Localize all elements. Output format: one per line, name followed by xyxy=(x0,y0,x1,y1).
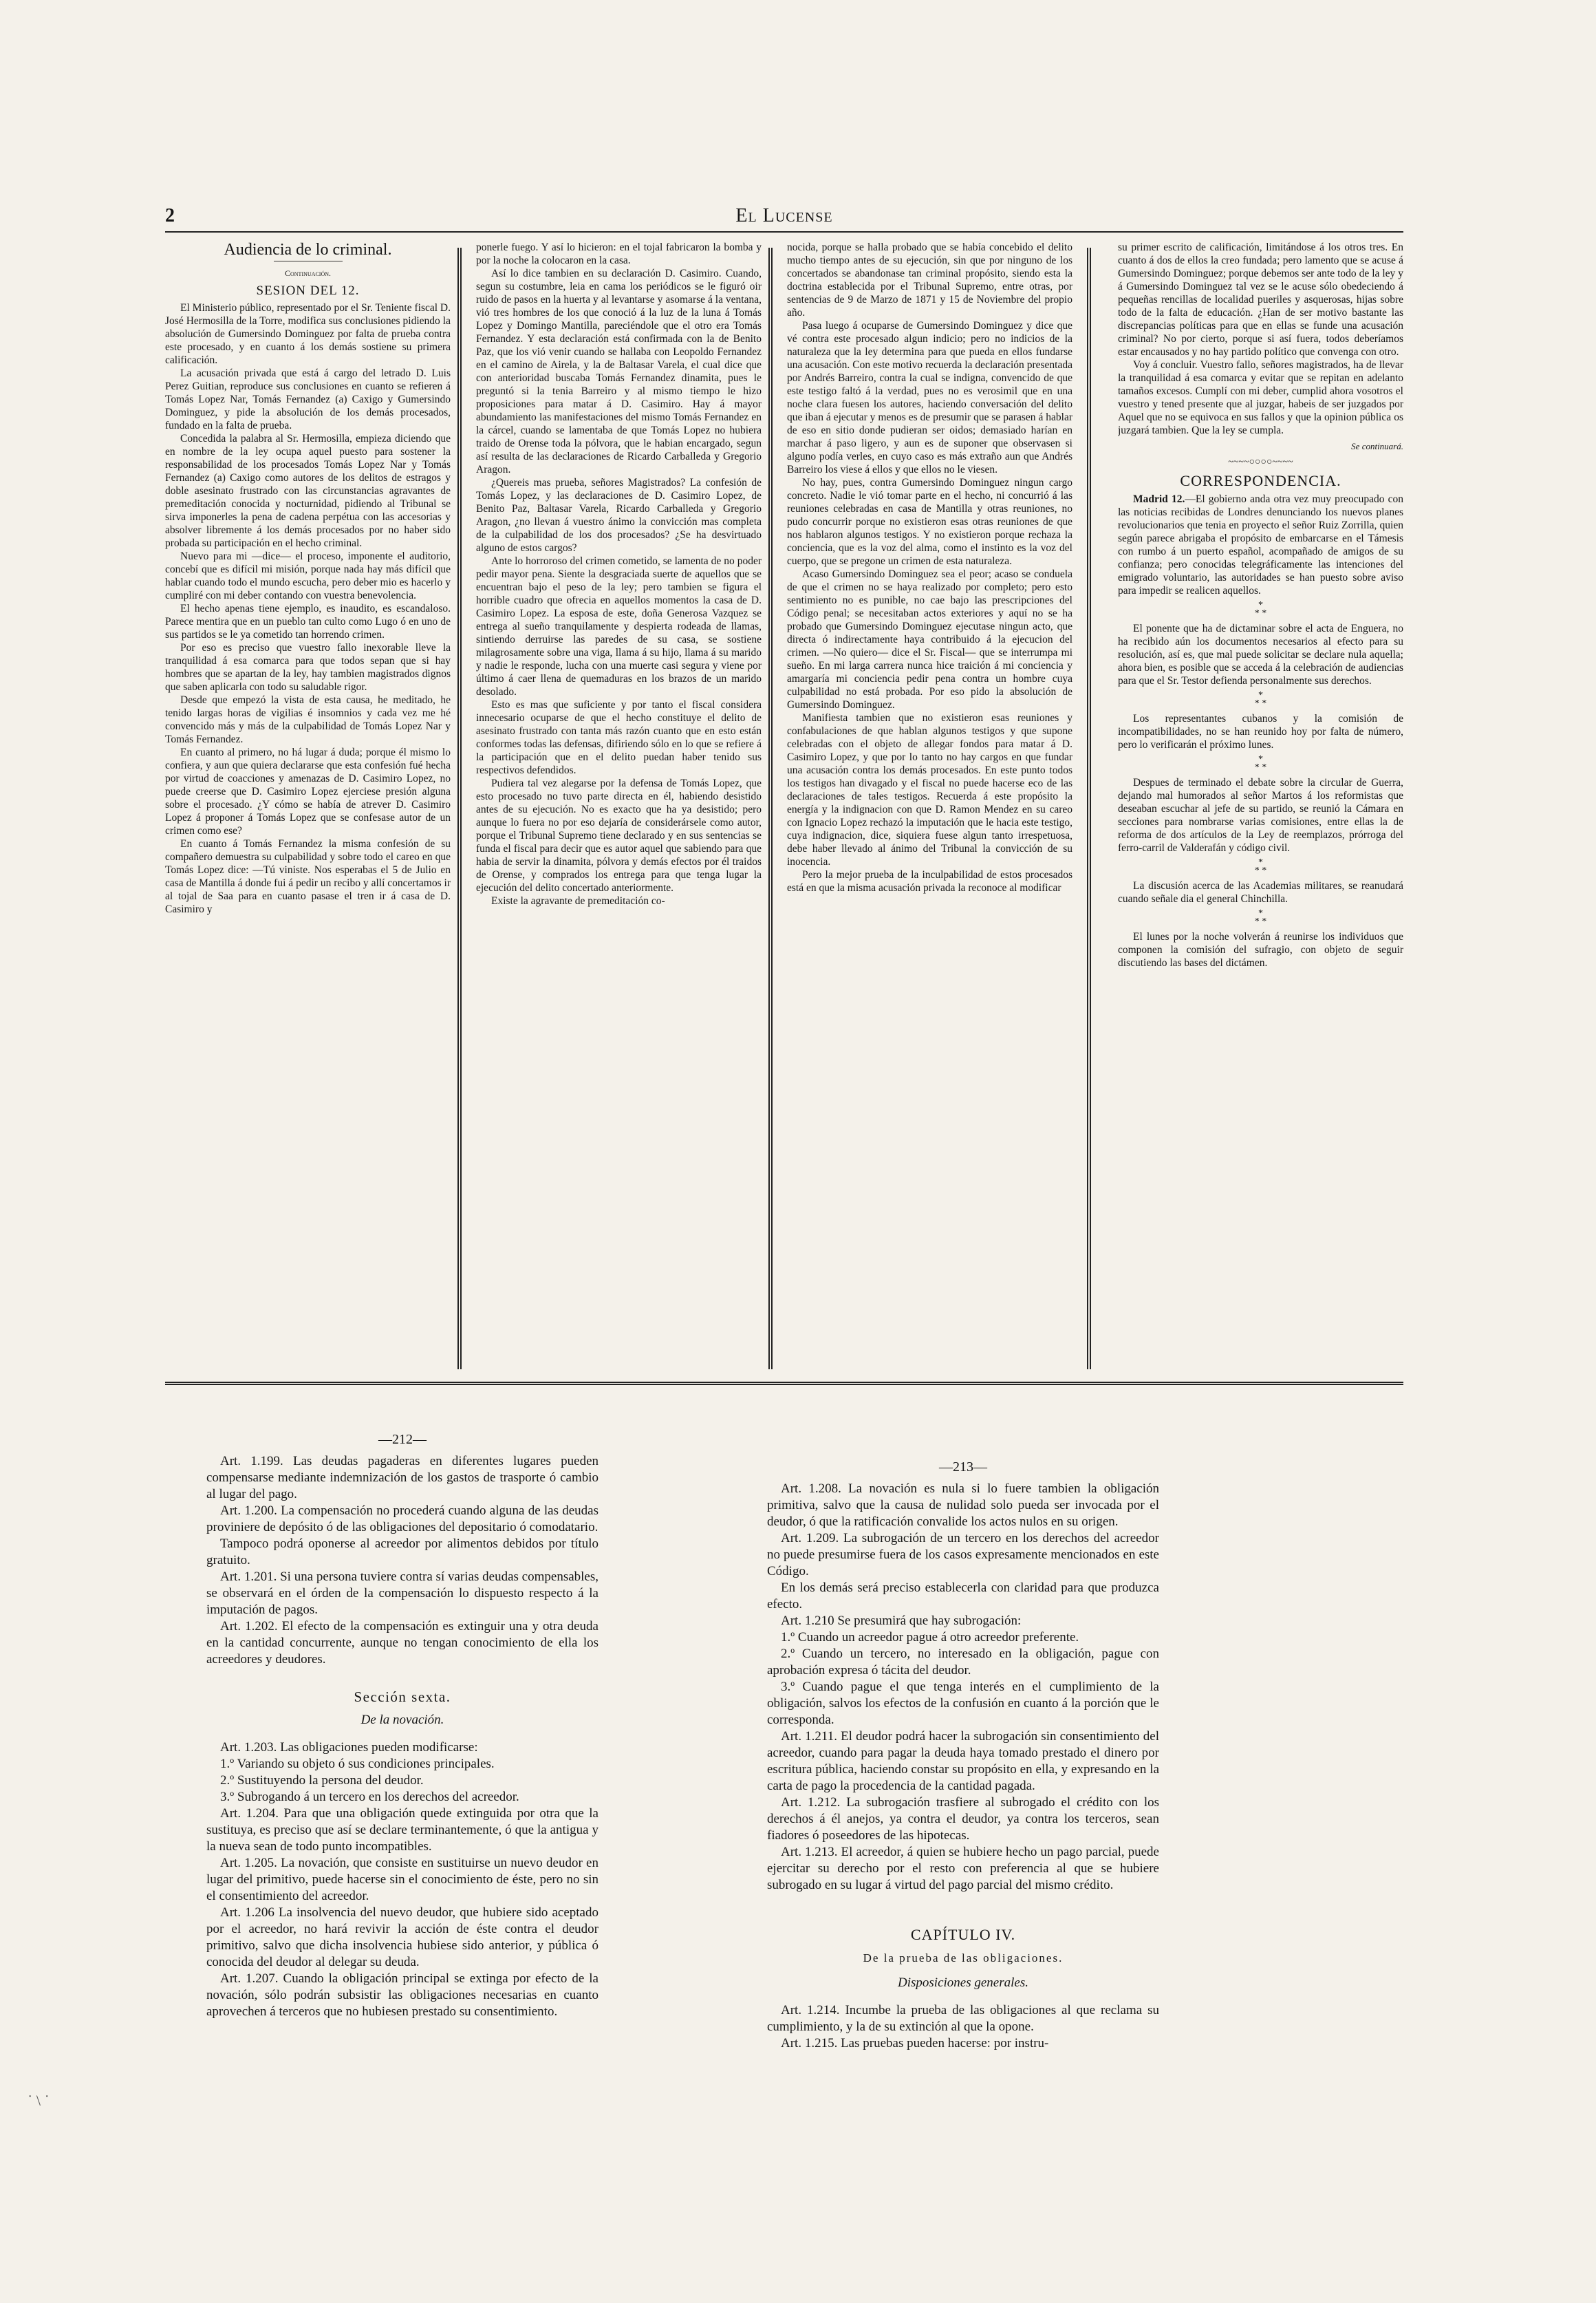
paragraph: Pero la mejor prueba de la inculpabilidad de estos procesados está en que la misma acusación privada la reconoce al modificar xyxy=(787,869,1072,894)
article: Art. 1.207. Cuando la obligación principal se extinga por efecto de la novación, sólo podrán subsistir las obligaciones necesarias en cuanto aprovechen á terceros que no hubiesen prestado su consentimiento. xyxy=(206,1971,598,2019)
paragraph: Desde que empezó la vista de esta causa, he meditado, he tenido largas horas de vigilias é insomnios y cada vez me hé convencido más y más de la culpabilidad de Tomás Lopez Nar y Tomás Fernandez. xyxy=(165,694,451,745)
paragraph: Pudiera tal vez alegarse por la defensa de Tomás Lopez, que esto procesado no tuvo parte directa en él, habiendo desistido antes de su ejecución. No es exacto que ha ya desistido; pero aunque lo fuera no por eso dejaría de considerársele como autor, porque el Tribunal Supremo tiene declarado y en sus sentencias se funda el fiscal para decir que es autor aquel que sabiendo para que habia de servir la dinamita, pólvora y demás efectos por él traidos de Orense, y comprados los entrega para que tenga lugar la ejecución del delito concertado anteriormente. xyxy=(476,778,762,894)
paragraph: El Ministerio público, representado por el Sr. Teniente fiscal D. José Hermosilla de la Torre, modifica sus conclusiones pidiendo la absolución de Gumersindo Dominguez por falta de prueba contra este procesado, y en cuanto á los demás sostiene su primera calificación. xyxy=(165,302,451,366)
paragraph xyxy=(1118,493,1403,597)
column-divider xyxy=(768,248,773,1369)
continuation-signature: Se continuará. xyxy=(1351,441,1403,451)
paragraph: Pasa luego á ocuparse de Gumersindo Dominguez y dice que vé contra este procesado algun indicio; pero no indicios de la naturaleza que la ley determina para que pueda en ellos fundarse una acusación. Con este motivo recuerda la declaración presentada por Andrés Barreiro, contra la cual se indigna, convencido de que este testigo faltó á la verdad, pues no es verosimil que en una noche clara fuesen los autores, haciendo conversación del delito que iban á ejecutar y menos es de presumir que se parasen á hablar de eso en sitio donde pudieran ser oidos; demasiado harían en marchar á paso ligero, y aun es de suponer que observasen si alguno podía verles, en cuyo caso es más extraño aun que Andrés Barreiro los viese á ellos y que ellos no le viesen. xyxy=(787,320,1072,475)
session-heading: SESION DEL 12. xyxy=(256,283,360,298)
column-divider xyxy=(457,248,462,1369)
paragraph: Acaso Gumersindo Dominguez sea el peor; acaso se conduela de que el crimen no se haya realizado por completo; pero esto sentimiento no es punible, no cae bajo las prescripciones del Código penal; se necesitaban actos exteriores y aquí no se ha probado que Gumersindo Dominguez ejecutase ningun acto, que directa ó indirectamente haya contribuido á la ejecucion del crimen. —No quiero— dice el Sr. Fiscal— que se interrumpa mi sueño. En mi larga carrera nunca hice traición á mi conciencia y amargaría mi conciencia pedir pena contra un hombre cuya culpabilidad no está probada. Por eso pido la absolución de Gumersindo Dominguez. xyxy=(787,568,1072,711)
article: Art. 1.210 Se presumirá que hay subrogación: xyxy=(781,1614,1022,1628)
correspondence-heading: CORRESPONDENCIA. xyxy=(1180,472,1341,489)
paragraph-text: —El gobierno anda otra vez muy preocupado con las noticias recibidas de Londres denunciando los nuevos planes revolucionarios que tenia en proyecto el señor Ruiz Zorrilla, quien según parece abrigaba el propósito de embarcarse en el Támesis con rumbo á un puerto español, acompañado de amigos de su confianza; pero conocidas telegráficamente las intenciones del emigrado voluntario, las autoridades se han puesto sobre aviso para impedir se realicen aquellos. xyxy=(1118,493,1403,597)
paragraph: Ante lo horroroso del crimen cometido, se lamenta de no poder pedir mayor pena. Siente la desgraciada suerte de aquellos que se encuentran bajo el peso de la ley; pero tambien se figura el horrible cuadro que ofrecia en aquellos momentos la casa de D. Casimiro Lopez. La esposa de este, doña Generosa Vazquez se entrega al sueño tranquilamente y despierta rodeada de llamas, sintiendo derruirse las paredes de su casa, se sostiene milagrosamente sobre una viga, llama á su hijo, llama á su marido y nadie le responde, lucha con una muerte casi segura y viene por último á caer llena de quemaduras en los brazos de un marido desolado. xyxy=(476,555,762,698)
paragraph: Voy á concluir. Vuestro fallo, señores magistrados, ha de llevar la tranquilidad á esa comarca y evitar que se repitan en adelanto tamaños excesos. Cumplí con mi deber, cumplid ahora vosotros el vuestro y tened presente que al juzgar, habeis de ser juzgados por Aquel que no se equivoca en sus fallos y que la opinion pública os juzgará tambien. Que la ley se cumpla. xyxy=(1118,359,1403,436)
asterism-icon: * * * xyxy=(1254,908,1267,927)
page-number: 2 xyxy=(165,205,175,226)
scan-mark: ˙ \ ˙ xyxy=(28,2092,50,2109)
paragraph: En cuanto al primero, no há lugar á duda; porque él mismo lo confiera, y aun que quiera declararse que esta confesión fué hecha por virtud de coacciones y amenazas de D. Casimiro Lopez, no puede creerse que D. Casimiro Lopez ejerciese presión alguna sobre el procesado. ¿Y cómo se había de atrever D. Casimiro Lopez á proponer á Tomás Lopez que se confesase autor de un crimen como ese? xyxy=(165,747,451,837)
paragraph: En cuanto á Tomás Fernandez la misma confesión de su compañero demuestra su culpabilidad y sobre todo el careo en que Tomás Lopez dice: —Tú viniste. Nos esperabas el 5 de Julio en casa de Mantilla á donde fui á pedir un recibo y allí concertamos ir al tojal de Saa para en cuanto pasase el tren ir á casa de D. Casimiro y xyxy=(165,838,451,915)
code-page-212 xyxy=(206,1431,598,2020)
article: Art. 1.213. El acreedor, á quien se hubiere hecho un pago parcial, puede ejercitar su derecho por el resto con preferencia al que se hubiere subrogado en su lugar á virtud del pago parcial del mismo crédito. xyxy=(767,1845,1159,1892)
article: Art. 1.202. El efecto de la compensación es extinguir una y otra deuda en la cantidad concurrente, aunque no tengan conocimiento de ella los acreedores y deudores. xyxy=(206,1619,598,1667)
footer-rule xyxy=(165,1382,1403,1385)
asterism-icon: * * * xyxy=(1254,754,1267,773)
article: Art. 1.204. Para que una obligación quede extinguida por otra que la sustituya, es preciso que así se declare terminantemente, ó que la antigua y la nueva sean de todo punto incompatibles. xyxy=(206,1806,598,1854)
article: Art. 1.214. Incumbe la prueba de las obligaciones al que reclama su cumplimiento, y la de su extinción al que la opone. xyxy=(767,2003,1159,2034)
article: Art. 1.206 La insolvencia del nuevo deudor, que hubiere sido aceptado por el acreedor, no hará revivir la acción de éste contra el deudor primitivo, salvo que dicha insolvencia hubiese sido anterior, y pública ó conocida del deudor al delegar su deuda. xyxy=(206,1905,598,1969)
paragraph: Manifiesta tambien que no existieron esas reuniones y confabulaciones de que hablan algunos testigos y que supone celebradas con el objeto de allegar fondos para matar á D. Casimiro Lopez, y que por lo tanto no hay cargos en que fundar una acusación contra los demás procesados. En este punto todos los testigos han divagado y el fiscal no puede hacerse eco de las declaraciones de tales testigos. Recuerda á este propósito la energía y la indignacion con que D. Ramon Mendez en su careo con Ignacio Lopez rechazó la imputación que le hacia este testigo, cuya indignacion, dice, siquiera fuese algun tanto irrespetuosa, debe haber llevado al ánimo del Tribunal la convicción de su inocencia. xyxy=(787,712,1072,868)
column-2 xyxy=(476,241,762,1369)
paragraph: ponerle fuego. Y así lo hicieron: en el tojal fabricaron la bomba y por la noche la colocaron en la casa. xyxy=(476,242,762,266)
paragraph: Despues de terminado el debate sobre la circular de Guerra, dejando mal humorados al señor Martos á los reformistas que deseaban escuchar al jefe de su partido, se reunió la Cámara en secciones para nombrarse varias comisiones, entre ellas la de reforma de dos artículos de la Ley de reemplazos, prórroga del ferro-carril de Valderafán y código civil. xyxy=(1118,777,1403,854)
paragraph: nocida, porque se halla probado que se había concebido el delito mucho tiempo antes de su ejecución, sin que por ninguno de los concertados se abandonase tan criminal propósito, siendo esta la doctrina establecida por el Tribunal Supremo, entre otras, por sentencias de 9 de Marzo de 1871 y 15 de Noviembre del propio año. xyxy=(787,242,1072,319)
article: Art. 1.215. Las pruebas pueden hacerse: por instru- xyxy=(781,2036,1049,2050)
asterism-icon: * * * xyxy=(1254,600,1267,619)
paragraph: El hecho apenas tiene ejemplo, es inaudito, es escandaloso. Parece mentira que en un pueblo tan culto como Lugo ó en uno de sus partidos se le ya cometido tan horrendo crimen. xyxy=(165,603,451,641)
paragraph: No hay, pues, contra Gumersindo Dominguez ningun cargo concreto. Nadie le vió tomar parte en el hecho, ni concurrió á las reuniones celebradas en casa de Mantilla y otras reuniones, no pudo concurrir porque no existieron esas otras reuniones de que nos hablaron algunos testigos. Y no existieron porque rechaza la conciencia, que es la voz del alma, como el instinto es la voz del cuerpo, que se pregone un crimen de esta naturaleza. xyxy=(787,477,1072,567)
code-page-213 xyxy=(767,1459,1159,2052)
article: Tampoco podrá oponerse al acreedor por alimentos debidos por título gratuito. xyxy=(206,1536,598,1567)
chapter-heading: CAPÍTULO IV. xyxy=(910,1926,1016,1943)
continuation-note: Continuación. xyxy=(285,268,331,278)
article: Art. 1.212. La subrogación trasfiere al subrogado el crédito con los derechos á él anejos, ya contra el deudor, ya contra los terceros, sean fiadores ó poseedores de las hipotecas. xyxy=(767,1795,1159,1843)
code-page-number: —212— xyxy=(378,1432,427,1447)
column-1-text xyxy=(165,301,451,916)
page-header xyxy=(165,205,1403,230)
article: Art. 1.211. El deudor podrá hacer la subrogación sin consentimiento del acreedor, cuando para pagar la deuda haya tomado prestado el dinero por escritura pública, haciendo constar su propósito en ella, y expresando en la carta de pago la procedencia de la cantidad pagada. xyxy=(767,1729,1159,1793)
article-item: 3.º Subrogando á un tercero en los derechos del acreedor. xyxy=(220,1790,519,1804)
chapter-subtitle: Disposiciones generales. xyxy=(898,1975,1028,1990)
article: Art. 1.200. La compensación no procederá cuando alguna de las deudas proviniere de depósito ó de las obligaciones del depositario ó comodatario. xyxy=(206,1503,598,1534)
paragraph: ¿Quereis mas prueba, señores Magistrados? La confesión de Tomás Lopez, y las declaraciones de D. Casimiro Lopez, de Benito Paz, Baltasar Varela, Ricardo Carballeda y Gregorio Aragon, ¿no llevan á vuestro ánimo la convicción mas completa de la culpabilidad de los dos procesados? ¿Se ha desvirtuado alguno de estos cargos? xyxy=(476,477,762,554)
paragraph: Esto es mas que suficiente y por tanto el fiscal considera innecesario ocuparse de que el hecho constituye el delito de asesinato frustrado con tanta más razón cuanto que en esto están conformes todas las defensas, difiriendo sólo en lo que se refiere á la participación que en el delito puedan haber tenido sus respectivos defendidos. xyxy=(476,699,762,776)
paragraph: Concedida la palabra al Sr. Hermosilla, empieza diciendo que en nombre de la ley ocupa aquel puesto para sostener la responsabilidad de los procesados Tomás Lopez Nar y Tomás Fernandez (a) Caxigo como autores de los delitos de estragos y doble asesinato frustrado con las circunstancias agravantes de premeditación conocida y nocturnidad, pidiendo al Tribunal se sirva imponerles la pena de cadena perpétua con las accesorias y absolver libremente á los demás procesados por no haber sido probada su participación en el hecho criminal. xyxy=(165,433,451,549)
section-heading: Sección sexta. xyxy=(354,1689,451,1705)
asterism-icon: * * * xyxy=(1254,857,1267,876)
paragraph: Así lo dice tambien en su declaración D. Casimiro. Cuando, segun su costumbre, leia en cama los periódicos se le figuró oir ruido de pasos en la huerta y al levantarse y asomarse á la ventana, vió tres hombres de los que conoció á la luz de la luna á Tomás Lopez y Domingo Mantilla, pareciéndole que el otro era Tomás Fernandez. Y esta declaración está confirmada con la de Benito Paz, que los vió venir cuando se hallaba con Leopoldo Fernandez en el camino de Airela, y la de Baltasar Varela, el cual dice que con anterioridad buscaba Tomás Fernandez dinamita, pues le preguntó si la tenia Barreiro y al mismo tiempo le hizo proposiciones para matar á D. Casimiro. Hay á mayor abundamiento las manifestaciones del mismo Tomás Fernandez en la cárcel, cuando se lamentaba de que Tomás Lopez no hubiera traido de Orense toda la pólvora, que le habian encargado, segun así resulta de las declaraciones de Ricardo Carballeda y Gregorio Aragon. xyxy=(476,268,762,475)
code-page-number: —213— xyxy=(939,1459,987,1475)
column-4 xyxy=(1118,241,1403,1369)
paragraph: El ponente que ha de dictaminar sobre el acta de Enguera, no ha recibido aún los documentos necesarios al efecto para su resolución, así es, que mal puede solicitar se declare nula aquella; ahora bien, es posible que se acceda á la celebración de audiencias para que el Sr. Testor defienda personalmente sus derechos. xyxy=(1118,623,1403,687)
dateline: Madrid 12. xyxy=(1133,493,1185,505)
article: Art. 1.208. La novación es nula si lo fuere tambien la obligación primitiva, salvo que la causa de nulidad solo pueda ser invocada por el deudor, ó que la ratificación convalide los actos nulos en su origen. xyxy=(767,1481,1159,1529)
paragraph: Nuevo para mi —dice— el proceso, imponente el auditorio, concebí que es difícil mi misión, porque nada hay más difícil que hablar cuando todo el mundo escucha, pero deber mio es hacerlo y cumpliré con mi deber contando con vuestra benevolencia. xyxy=(165,550,451,601)
paragraph: su primer escrito de calificación, limitándose á los otros tres. En cuanto á dos de ellos la creo fundada; pero lamento que se acuse á Gumersindo Dominguez; porque debemos ser ante todo de la ley y á Gumersindo Dominguez tal vez se le acuse sólo obedeciendo á pequeñas rencillas de localidad pueriles y asquerosas, hijas sobre todo de la falta de educación. ¿Han de ser motivo bastante las discrepancias políticas para que en ellas se funde una acusación criminal? No por cierto, porque si así fuera, todos deberíamos estar encausados y no hay partido político que convenga con otro. xyxy=(1118,242,1403,358)
article: Art. 1.203. Las obligaciones pueden modificarse: xyxy=(220,1740,478,1755)
article-item: 1.º Variando su objeto ó sus condiciones principales. xyxy=(220,1757,495,1771)
article-item: 3.º Cuando pague el que tenga interés en el cumplimiento de la obligación, salvos los efectos de la confusión en cuanto á la porción que le corresponda. xyxy=(767,1680,1159,1727)
column-3 xyxy=(787,241,1072,1369)
asterism-icon: * * * xyxy=(1254,690,1267,709)
newspaper-name: El Lucense xyxy=(735,205,833,226)
article: Art. 1.201. Si una persona tuviere contra sí varias deudas compensables, se observará en el órden de la compensación lo dispuesto respecto á la imputación de pagos. xyxy=(206,1570,598,1617)
paragraph: Los representantes cubanos y la comisión de incompatibilidades, no se han reunido hoy por falta de número, pero lo verificarán el próximo lunes. xyxy=(1118,713,1403,751)
paragraph: La acusación privada que está á cargo del letrado D. Luis Perez Guitian, reproduce sus conclusiones en cuanto se refieren á Tomás Lopez Nar, Tomás Fernandez (a) Caxigo y Gumersindo Dominguez, y pide la absolución de los demás procesados, fundado en la falta de prueba. xyxy=(165,367,451,431)
section-title-audiencia: Audiencia de lo criminal. xyxy=(224,241,392,259)
article-item: 2.º Cuando un tercero, no interesado en la obligación, pague con aprobación expresa ó tácita del deudor. xyxy=(767,1647,1159,1678)
section-subheading: De la novación. xyxy=(360,1713,444,1727)
article: Art. 1.209. La subrogación de un tercero en los derechos del acreedor no puede presumirse fuera de los casos expresamente mencionados en este Código. xyxy=(767,1531,1159,1578)
article-item: 2.º Sustituyendo la persona del deudor. xyxy=(220,1773,424,1788)
article: En los demás será preciso establecerla con claridad para que produzca efecto. xyxy=(767,1581,1159,1611)
column-divider xyxy=(1087,248,1091,1369)
article: Art. 1.205. La novación, que consiste en sustituirse un nuevo deudor en lugar del primitivo, puede hacerse sin el conocimiento de éste, pero no sin el consentimiento del acreedor. xyxy=(206,1856,598,1903)
chapter-subheading: De la prueba de las obligaciones. xyxy=(863,1951,1064,1964)
paragraph: El lunes por la noche volverán á reunirse los individuos que componen la comisión del sufragio, con objeto de seguir discutiendo las bases del dictámen. xyxy=(1118,931,1403,969)
paragraph: Por eso es preciso que vuestro fallo inexorable lleve la tranquilidad á esa comarca para que todos sepan que si hay hombres que se apartan de la ley, hay tambien magistrados dignos que saben aplicarla con todo su saludable rigor. xyxy=(165,642,451,693)
header-rule xyxy=(165,231,1403,233)
newspaper-body xyxy=(165,241,1403,1369)
article: Art. 1.199. Las deudas pagaderas en diferentes lugares pueden compensarse mediante indemnización de los gastos de trasporte ó cambio al lugar del pago. xyxy=(206,1454,598,1501)
paragraph: La discusión acerca de las Academias militares, se reanudará cuando señale dia el general Chinchilla. xyxy=(1118,880,1403,905)
article-item: 1.º Cuando un acreedor pague á otro acreedor preferente. xyxy=(781,1630,1079,1645)
paragraph: Existe la agravante de premeditación co- xyxy=(491,895,665,907)
column-1 xyxy=(165,241,451,1369)
ornament-divider: ~~~~○○○○~~~~ xyxy=(1228,457,1293,467)
